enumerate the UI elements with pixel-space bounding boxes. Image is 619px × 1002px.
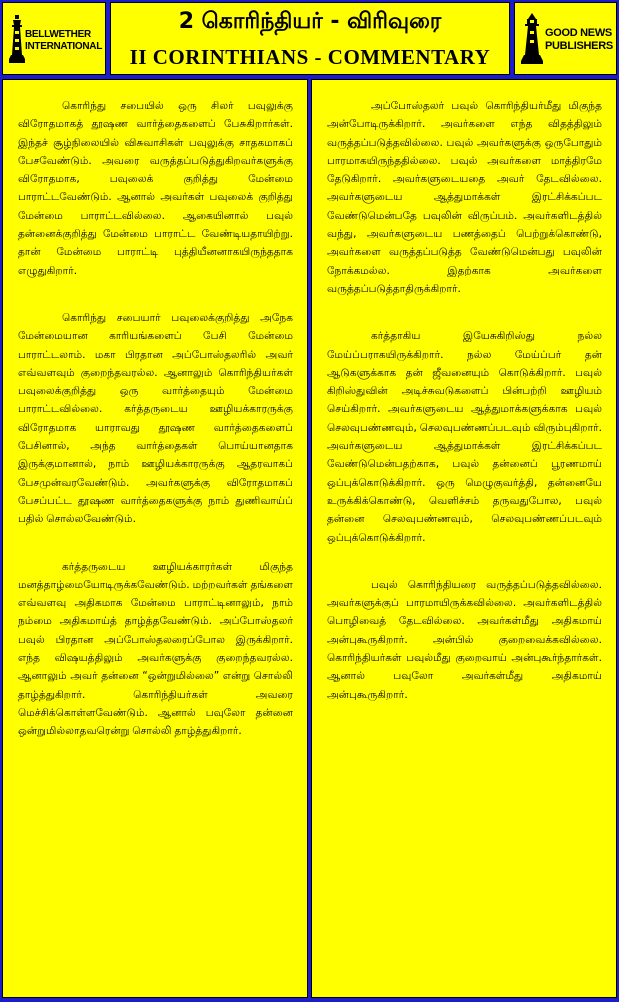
page-title-english: II CORINTHIANS - COMMENTARY: [129, 45, 491, 69]
paragraph: கர்த்தருடைய ஊழியக்காரர்கள் மிகுந்த மனத்தாழ்மையோடிருக்கவேண்டும். மற்றவர்கள் தங்களை எவ்வளவு அதிகமாக மேன்மை பாராட்டினாலும், நாம் நம்மை அதிகமாய்த் தாழ்த்தவேண்டும். அப்போஸ்தலர் பவுல் பிரதான அப்போஸ்தலரைப்போல இருக்கிறார். எந்த விஷயத்திலும் அவர்களுக்கு குறைந்தவரல்ல. ஆனாலும் அவர் தன்னை “ஒன்றுமில்லை” என்று சொல்லி தாழ்த்துகிறார். கொரிந்தியர்கள் அவரை மெச்சிக்கொள்ளவேண்டும். ஆனால் பவுலோ தன்னை ஒன்றுமில்லாதவரென்று சொல்லி தாழ்த்துகிறார்.: [18, 560, 293, 738]
publisher-logo-right: [514, 2, 617, 75]
left-text-column: [2, 79, 308, 998]
title-banner: [110, 2, 510, 75]
paragraph: அப்போஸ்தலர் பவுல் கொரிந்தியர்மீது மிகுந்த அன்போடிருக்கிறார். அவர்களை எந்த விதத்திலும் வருத்தப்படுத்தவில்லை. பவுல் அவர்களுக்கு ஒருபோதும் பாரமாகயிருந்ததில்லை. பவுல் அவர்களை மாத்திரமே தேடுகிறார். அவர்களுடையதை அவர் தேடவில்லை. அவர்களுடைய ஆத்துமாக்கள் இரட்சிக்கப்பட வேண்டுமென்பதே பவுலின் விருப்பம். அவர்களிடத்தில் வந்து, அவர்களுடைய பணத்தைப் பெற்றுக்கொண்டு, அவர்களை வருத்தப்படுத்த வேண்டுமென்பது பவுலின் நோக்கமல்ல. இதற்காக அவர்களை வருத்தப்படுத்தாதிருக்கிறார்.: [327, 100, 602, 295]
paragraph: பவுல் கொரிந்தியரை வருத்தப்படுத்தவில்லை. அவர்களுக்குப் பாரமாயிருக்கவில்லை. அவர்களிடத்தில் பொழிவைத் தேடவில்லை. அவர்கள்மீது அதிகமாய் அன்புகூருகிறார். அன்பில் குறைவைக்கவில்லை. கொரிந்தியர்கள் பவுல்மீது குறைவாய் அன்புகூர்ந்தார்கள். ஆனால் பவுலோ அவர்கள்மீது அதிகமாய் அன்புகூருகிறார்.: [327, 578, 602, 701]
paragraph: கொரிந்து சபையார் பவுலைக்குறித்து அநேக மேன்மையான காரியங்களைப் பேசி மேன்மை பாராட்டலாம். மகா பிரதான அப்போஸ்தலரில் அவர் எவ்வளவும் குறைந்தவரல்ல. ஆனாலும் கொரிந்தியர்கள் பவுலைக்குறித்து ஒரு வார்த்தையும் மேன்மை பாராட்டவில்லை. கர்த்தருடைய ஊழியக்காரருக்கு விரோதமாக யாராவது தூஷண வார்த்தைகளைப் பேசினால், அந்த வார்த்தைகள் பொய்யானதாக இருக்குமானால், நாம் ஊழியக்காரருக்கு ஆதரவாகப் பேசமுன்வரவேண்டும். அவர்களுக்கு விரோதமாகப் பேசப்பட்ட தூஷண வார்த்தைகளுக்கு நாம் துணிவாய்ப் பதில் சொல்லவேண்டும்.: [18, 311, 293, 526]
right-text-column: [311, 79, 617, 998]
paragraph: கர்த்தாகிய இயேசுகிறிஸ்து நல்ல மேய்ப்பராகயிருக்கிறார். நல்ல மேய்ப்பர் தன் ஆடுகளுக்காக தன் ஜீவனையும் கொடுக்கிறார். பவுல் கிறிஸ்துவின் அடிச்சுவடுகளைப் பின்பற்றி ஊழியம் செய்கிறார். அவர்களுடைய ஆத்துமாக்களுக்காக பவுல் செலவுபண்ணவும், செலவுபண்ணப்படவும் விரும்புகிறார். அவர்களுடைய ஆத்துமாக்கள் இரட்சிக்கப்பட வேண்டுமென்பதற்காக, பவுல் தன்னைப் பூரணமாய் ஒப்புக்கொடுக்கிறார். ஒரு மெழுகுவர்த்தி, தன்னையே உருக்கிக்கொண்டு, வெளிச்சம் தருவதுபோல, பவுல் தன்னை செலவுபண்ணவும், செலவுபண்ணப்படவும் ஒப்புக்கொடுக்கிறார்.: [327, 330, 603, 544]
lighthouse-icon: [521, 13, 543, 65]
publisher-logo-left: [2, 2, 106, 75]
page-title-tamil: 2 கொரிந்தியர் - விரிவுரை: [178, 9, 442, 34]
logo-text: GOOD NEWS PUBLISHERS: [545, 27, 613, 52]
paragraph: கொரிந்து சபையில் ஒரு சிலர் பவுலுக்கு விரோதமாகத் தூஷண வார்த்தைகளைப் பேசுகிறார்கள். இந்தச் சூழ்நிலையில் விசுவாசிகள் பவுலுக்கு சாதகமாகப் பேசவேண்டும். அவரை வருத்தப்படுத்துகிறவர்களுக்கு விரோதமாக, பவுலைக் குறித்து மேன்மை பாராட்டவேண்டும். ஆனால் அவர்கள் பவுலைக் குறித்து மேன்மை பாராட்டவில்லை. ஆகையினால் பவுல் தன்னைக்குறித்து மேன்மை பாராட்ட வேண்டியதாயிற்று. தான் மேன்மை பாராட்டி புத்தியீனனாகயிருந்ததாக எழுதுகிறார்.: [18, 100, 293, 277]
lighthouse-icon: [9, 15, 25, 65]
logo-text: BELLWETHER INTERNATIONAL: [25, 29, 103, 52]
